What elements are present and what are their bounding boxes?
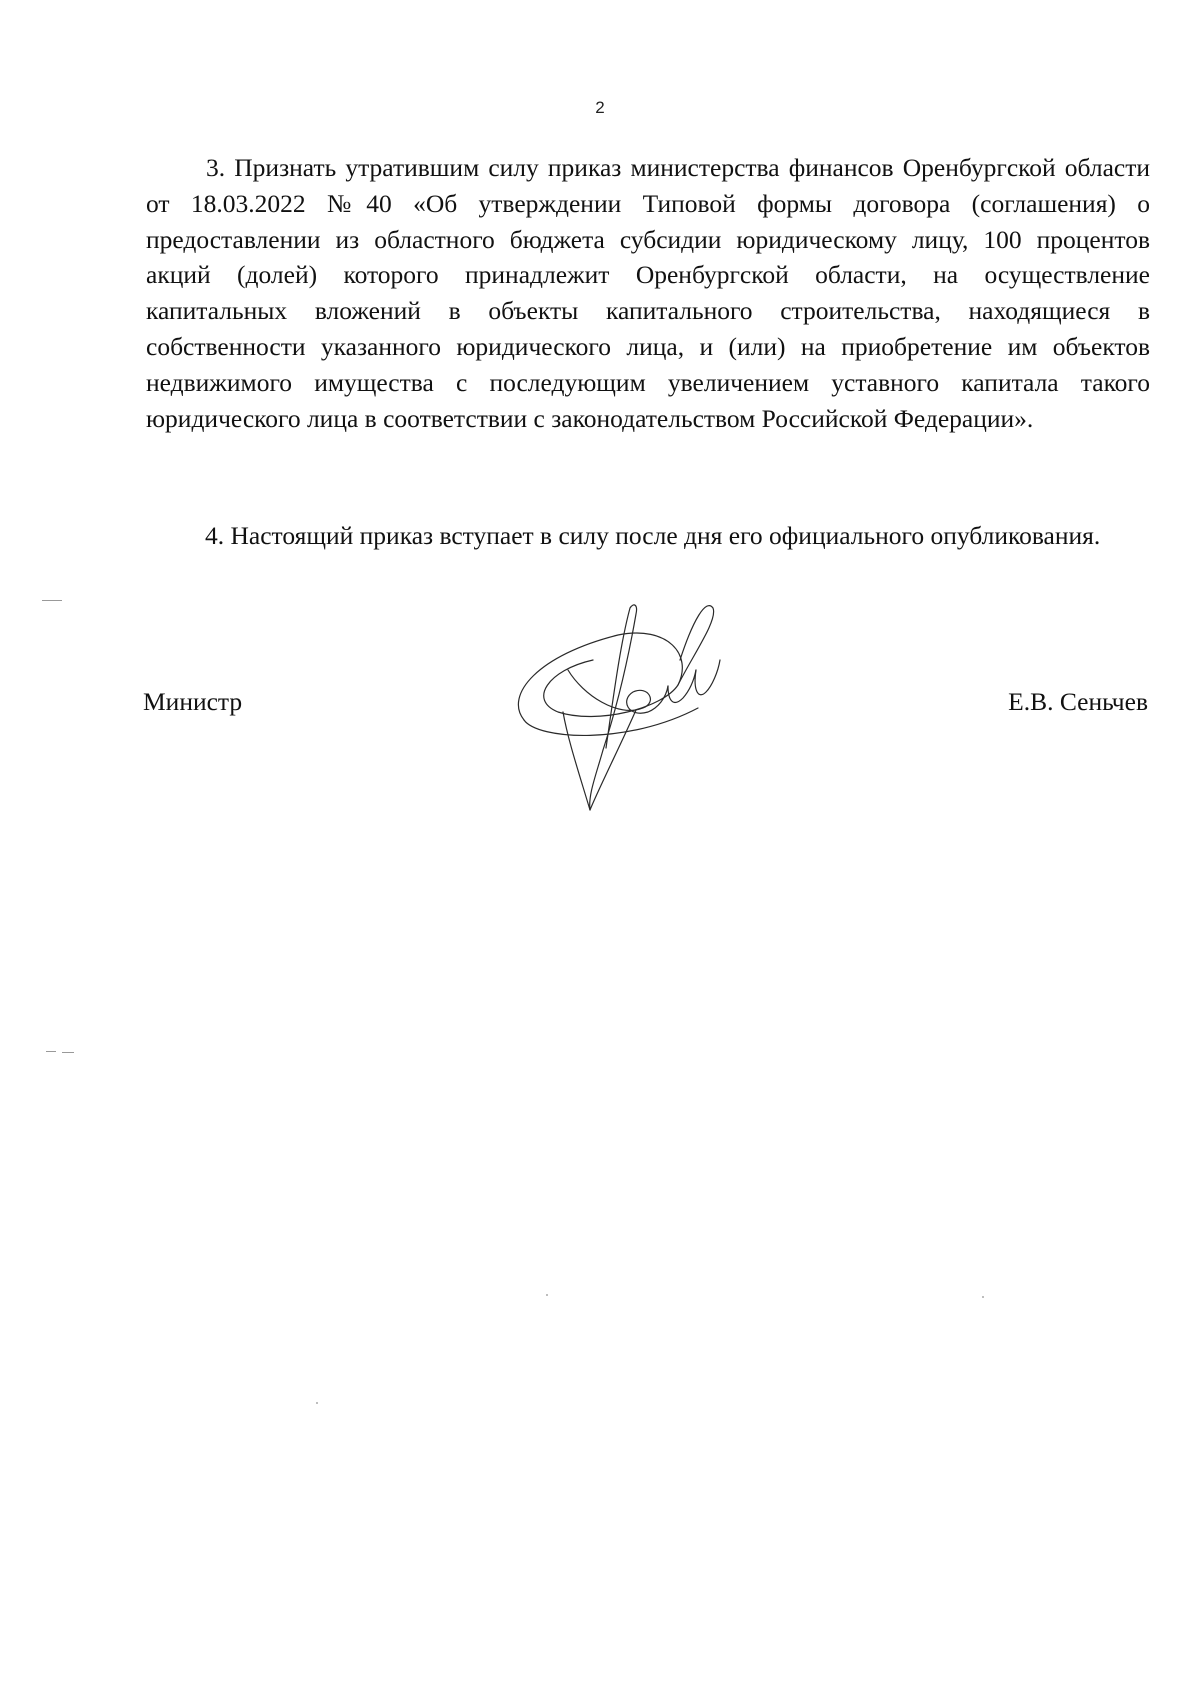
signatory-title: Министр — [143, 687, 243, 716]
margin-scan-mark — [46, 1051, 56, 1052]
margin-scan-mark — [62, 1052, 74, 1053]
handwritten-signature — [508, 600, 768, 830]
margin-scan-mark — [42, 600, 62, 601]
scan-speck — [982, 1296, 984, 1298]
scan-speck — [316, 1402, 318, 1404]
signatory-name: Е.В. Сеньчев — [1008, 687, 1148, 716]
paragraph-4: 4. Настоящий приказ вступает в силу после дня его официального опубликования. — [205, 521, 1101, 550]
scan-speck — [546, 1294, 548, 1296]
paragraph-3: 3. Признать утратившим силу приказ министерства финансов Оренбургской области от 18.03.2022 №40 «Об утверждении Типовой формы договора (соглашения) о предоставлении из областного бюджета субсидии юридическому лицу, 100 процентов акций (долей) которого принадлежит Оренбургской области, на осуществление капитальных вложений в объекты капитального строительства, находящиеся в собственности указанного юридического лица, и (или) на приобретение им объектов недвижимого имущества с последующим увеличением уставного капитала такого юридического лица в соответствии с законодательством Российской Федерации». — [146, 153, 1150, 433]
page-number: 2 — [595, 98, 605, 117]
